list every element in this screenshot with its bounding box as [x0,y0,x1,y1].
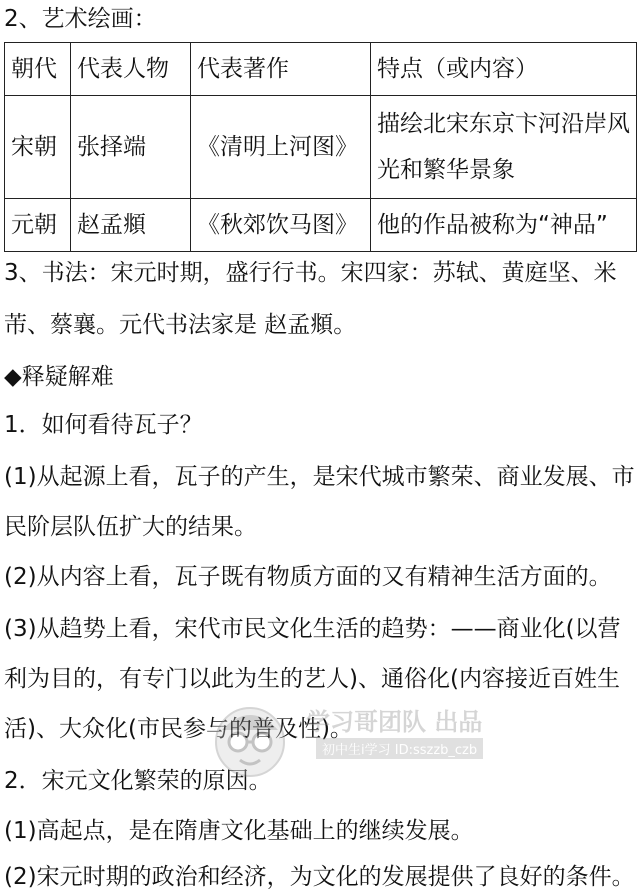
header-dynasty: 朝代 [5,43,71,96]
q2-answer-2: (2)宋元时期的政治和经济，为文化的发展提供了良好的条件。 [4,864,635,890]
question-1: 1．如何看待瓦子？ [4,412,203,438]
header-feature: 特点（或内容） [371,43,637,96]
q1-answer-3-line-2: 利为目的，有专门以此为生的艺人)、通俗化(内容接近百姓生 [4,666,620,692]
q2-answer-1: (1)高起点，是在隋唐文化基础上的继续发展。 [4,818,474,844]
q1-answer-3-line-3: 活)、大众化(市民参与的普及性)。 [4,716,353,742]
art-table [4,42,637,252]
watermark-title: 学习哥团队 出品 [306,708,483,736]
q1-answer-2: (2)从内容上看，瓦子既有物质方面的又有精神生活方面的。 [4,564,612,590]
q1-answer-3-line-1: (3)从趋势上看，宋代市民文化生活的趋势：——商业化(以营 [4,616,621,642]
cell-work: 《清明上河图》 [191,96,371,199]
q1-answer-1-line-1: (1)从起源上看，瓦子的产生，是宋代城市繁荣、商业发展、市 [4,464,635,490]
cell-person: 张择端 [71,96,191,199]
doubts-heading: ◆释疑解难 [4,364,114,390]
cell-work: 《秋郊饮马图》 [191,199,371,252]
header-work: 代表著作 [191,43,371,96]
cell-dynasty: 元朝 [5,199,71,252]
q1-answer-1-line-2: 民阶层队伍扩大的结果。 [4,514,257,540]
header-person: 代表人物 [71,43,191,96]
section-heading-art: 2、艺术绘画： [4,6,157,32]
table-row [5,199,637,252]
watermark-subtitle: 初中生i学习 ID:sszzb_czb [316,738,483,759]
cell-feature: 描绘北宋东京卞河沿岸风光和繁华景象 [371,96,637,199]
cell-feature: 他的作品被称为“神品” [371,199,637,252]
calligraphy-line-2: 芾、蔡襄。元代书法家是 赵孟頫。 [4,312,357,338]
cell-person: 赵孟頫 [71,199,191,252]
calligraphy-line-1: 3、书法：宋元时期，盛行行书。宋四家：苏轼、黄庭坚、米 [4,260,617,286]
cell-dynasty: 宋朝 [5,96,71,199]
table-row [5,96,637,199]
question-2: 2．宋元文化繁荣的原因。 [4,768,272,794]
table-header-row [5,43,637,96]
